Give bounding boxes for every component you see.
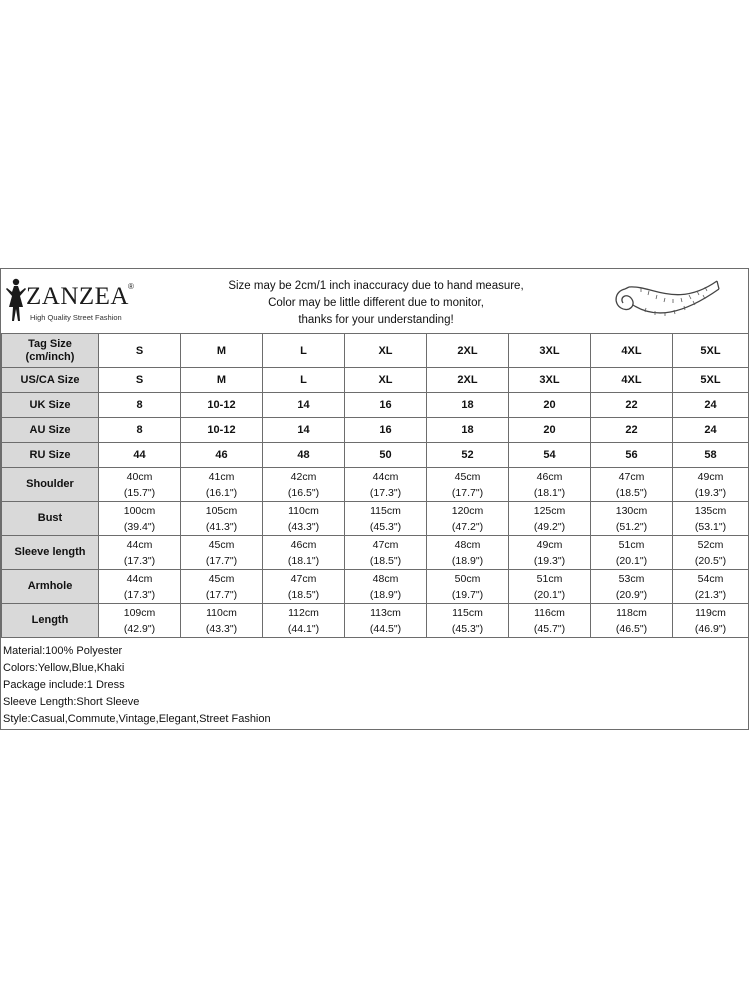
measurement-row [2,536,749,570]
measurement-inch: (46.5") [615,622,648,635]
size-cell: 18 [427,393,509,418]
measurement-cm: 45cm [454,470,481,483]
measurement-cell [263,604,345,638]
brand-tagline: High Quality Street Fashion [30,313,122,322]
size-cell: 22 [591,393,673,418]
size-cell: 54 [509,443,591,468]
measurement-cm: 40cm [126,470,153,483]
row-label: Shoulder [2,468,99,502]
measurement-inch: (20.5") [694,554,727,567]
measurement-row [2,570,749,604]
size-cell: 2XL [427,334,509,368]
spec-material: Material:100% Polyester [3,645,123,657]
measuring-tape-icon [607,275,722,327]
size-cell: L [263,368,345,393]
measurement-cell [673,502,749,536]
spec-colors: Colors:Yellow,Blue,Khaki [3,662,125,674]
measurement-inch: (46.9") [694,622,727,635]
measurement-inch: (49.2") [533,520,566,533]
measurement-cell [263,468,345,502]
size-cell: 4XL [591,334,673,368]
measurement-cm: 116cm [534,606,565,619]
measurement-cm: 135cm [694,504,727,517]
measurement-cm: 49cm [536,538,563,551]
measurement-cell [263,536,345,570]
row-label: RU Size [2,443,99,468]
measurement-inch: (44.1") [287,622,320,635]
size-cell: 20 [509,393,591,418]
measurement-cm: 48cm [372,572,399,585]
product-specs [3,643,271,728]
measurement-inch: (45.7") [533,622,566,635]
measurement-cm: 46cm [290,538,317,551]
tag-size-row [2,334,749,368]
notice-line-3: thanks for your understanding! [298,314,454,326]
measurement-inch: (44.5") [369,622,402,635]
measurement-cell [99,570,181,604]
measurement-cm: 120cm [451,504,484,517]
size-standard-row [2,443,749,468]
measurement-cm: 113cm [370,606,401,619]
measurement-cm: 109cm [123,606,156,619]
size-cell: 18 [427,418,509,443]
size-cell: 10-12 [181,418,263,443]
row-label: AU Size [2,418,99,443]
measurement-cell [427,570,509,604]
measurement-inch: (18.5") [369,554,402,567]
measurement-inch: (17.7") [451,486,484,499]
measurement-inch: (20.9") [615,588,648,601]
size-cell: 5XL [673,334,749,368]
measurement-cell [181,536,263,570]
measurement-cm: 49cm [697,470,724,483]
brand-logo [4,277,139,327]
measurement-inch: (18.5") [287,588,320,601]
measurement-cell [345,536,427,570]
measurement-inch: (17.7") [205,588,238,601]
measurement-cell [673,536,749,570]
measurement-cell [673,604,749,638]
measurement-inch: (21.3") [694,588,727,601]
measurement-cell [181,468,263,502]
measurement-inch: (47.2") [451,520,484,533]
measurement-row [2,468,749,502]
measurement-inch: (16.1") [205,486,238,499]
measurement-inch: (16.5") [287,486,320,499]
measurement-cell [99,604,181,638]
size-cell: 16 [345,418,427,443]
measurement-cm: 44cm [126,538,153,551]
row-label: UK Size [2,393,99,418]
size-standard-row [2,368,749,393]
size-cell: 24 [673,393,749,418]
measurement-cm: 44cm [126,572,153,585]
measurement-cell [263,502,345,536]
measurement-inch: (19.7") [451,588,484,601]
measurement-cell [509,468,591,502]
measurement-inch: (17.7") [205,554,238,567]
measurement-cell [427,502,509,536]
measurement-cm: 45cm [208,572,235,585]
size-cell: M [181,334,263,368]
measurement-inch: (17.3") [123,588,156,601]
tag-size-label: Tag Size [28,337,72,350]
measurement-cm: 48cm [454,538,481,551]
measurement-cell [345,570,427,604]
size-cell: XL [345,334,427,368]
size-cell: 3XL [509,334,591,368]
size-cell: L [263,334,345,368]
measurement-cm: 119cm [695,606,726,619]
measurement-row [2,502,749,536]
measurement-cell [345,502,427,536]
size-cell: 16 [345,393,427,418]
spec-style: Style:Casual,Commute,Vintage,Elegant,Street Fashion [3,713,271,725]
measurement-cell [509,604,591,638]
size-cell: 48 [263,443,345,468]
spec-package: Package include:1 Dress [3,679,125,691]
row-label: Bust [2,502,99,536]
measurement-cell [427,604,509,638]
row-label [2,334,99,368]
size-cell: S [99,334,181,368]
measurement-inch: (18.5") [615,486,648,499]
measurement-cell [427,536,509,570]
measurement-cell [181,570,263,604]
measurement-cm: 45cm [208,538,235,551]
measurement-cm: 46cm [536,470,563,483]
measurement-cell [591,536,673,570]
size-cell: 20 [509,418,591,443]
measurement-inch: (18.9") [451,554,484,567]
measurement-cm: 115cm [370,504,401,517]
measurement-inch: (15.7") [123,486,156,499]
measurement-cm: 41cm [208,470,235,483]
measurement-cm: 110cm [288,504,319,517]
size-cell: 4XL [591,368,673,393]
size-cell: 56 [591,443,673,468]
measurement-cm: 54cm [697,572,724,585]
size-chart-header [1,269,748,334]
measurement-inch: (20.1") [533,588,566,601]
size-cell: 22 [591,418,673,443]
measurement-inch: (18.9") [369,588,402,601]
size-cell: 10-12 [181,393,263,418]
size-cell: M [181,368,263,393]
measurement-cell [673,468,749,502]
size-cell: XL [345,368,427,393]
measurement-cell [591,502,673,536]
row-label: Length [2,604,99,638]
measurement-notice [181,278,571,329]
measurement-cm: 110cm [206,606,237,619]
measurement-inch: (17.3") [369,486,402,499]
size-cell: 50 [345,443,427,468]
notice-line-2: Color may be little different due to monitor, [268,297,484,309]
woman-silhouette-icon [4,277,28,323]
measurement-cm: 125cm [533,504,566,517]
size-cell: 46 [181,443,263,468]
measurement-inch: (43.3") [205,622,238,635]
measurement-cm: 52cm [697,538,724,551]
size-cell: 8 [99,393,181,418]
measurement-inch: (53.1") [694,520,727,533]
measurement-cell [263,570,345,604]
size-cell: S [99,368,181,393]
row-label: Armhole [2,570,99,604]
measurement-cell [591,468,673,502]
measurement-cell [345,604,427,638]
measurement-cell [99,468,181,502]
measurement-inch: (45.3") [451,622,484,635]
size-chart [0,268,749,730]
measurement-inch: (43.3") [287,520,320,533]
size-standard-row [2,393,749,418]
brand-name: ZANZEA [26,283,129,310]
spec-sleeve-length: Sleeve Length:Short Sleeve [3,696,140,708]
measurement-cm: 47cm [618,470,645,483]
measurement-cell [509,502,591,536]
measurement-row [2,604,749,638]
size-cell: 14 [263,393,345,418]
measurement-cell [591,570,673,604]
measurement-inch: (41.3") [205,520,238,533]
size-cell: 2XL [427,368,509,393]
tag-size-unit-label: (cm/inch) [25,350,75,363]
measurement-cm: 112cm [288,606,319,619]
measurement-cm: 118cm [616,606,647,619]
measurement-inch: (19.3") [533,554,566,567]
size-cell: 8 [99,418,181,443]
measurement-cell [509,570,591,604]
measurement-cell [181,502,263,536]
measurement-cm: 50cm [454,572,481,585]
measurement-cell [99,502,181,536]
size-cell: 44 [99,443,181,468]
measurement-cell [427,468,509,502]
measurement-inch: (18.1") [287,554,320,567]
measurement-cell [181,604,263,638]
measurement-inch: (19.3") [694,486,727,499]
size-cell: 14 [263,418,345,443]
measurement-cm: 42cm [290,470,317,483]
measurement-cm: 115cm [452,606,483,619]
measurement-inch: (39.4") [123,520,156,533]
measurement-cm: 130cm [615,504,648,517]
measurement-cm: 44cm [372,470,399,483]
measurement-cm: 100cm [123,504,156,517]
row-label: Sleeve length [2,536,99,570]
measurement-inch: (45.3") [369,520,402,533]
size-table [1,333,749,638]
size-cell: 58 [673,443,749,468]
measurement-cm: 47cm [290,572,317,585]
measurement-cell [591,604,673,638]
measurement-inch: (42.9") [123,622,156,635]
notice-line-1: Size may be 2cm/1 inch inaccuracy due to hand measure, [228,280,524,292]
size-cell: 24 [673,418,749,443]
size-standard-row [2,418,749,443]
size-cell: 5XL [673,368,749,393]
measurement-cm: 51cm [618,538,645,551]
measurement-cell [673,570,749,604]
measurement-inch: (51.2") [615,520,648,533]
measurement-cell [99,536,181,570]
measurement-cell [509,536,591,570]
measurement-inch: (17.3") [123,554,156,567]
measurement-cell [345,468,427,502]
measurement-cm: 53cm [618,572,645,585]
measurement-cm: 105cm [205,504,238,517]
measurement-cm: 47cm [372,538,399,551]
registered-mark: ® [128,282,134,291]
size-cell: 52 [427,443,509,468]
measurement-inch: (18.1") [533,486,566,499]
row-label: US/CA Size [2,368,99,393]
size-cell: 3XL [509,368,591,393]
measurement-inch: (20.1") [615,554,648,567]
measurement-cm: 51cm [536,572,563,585]
